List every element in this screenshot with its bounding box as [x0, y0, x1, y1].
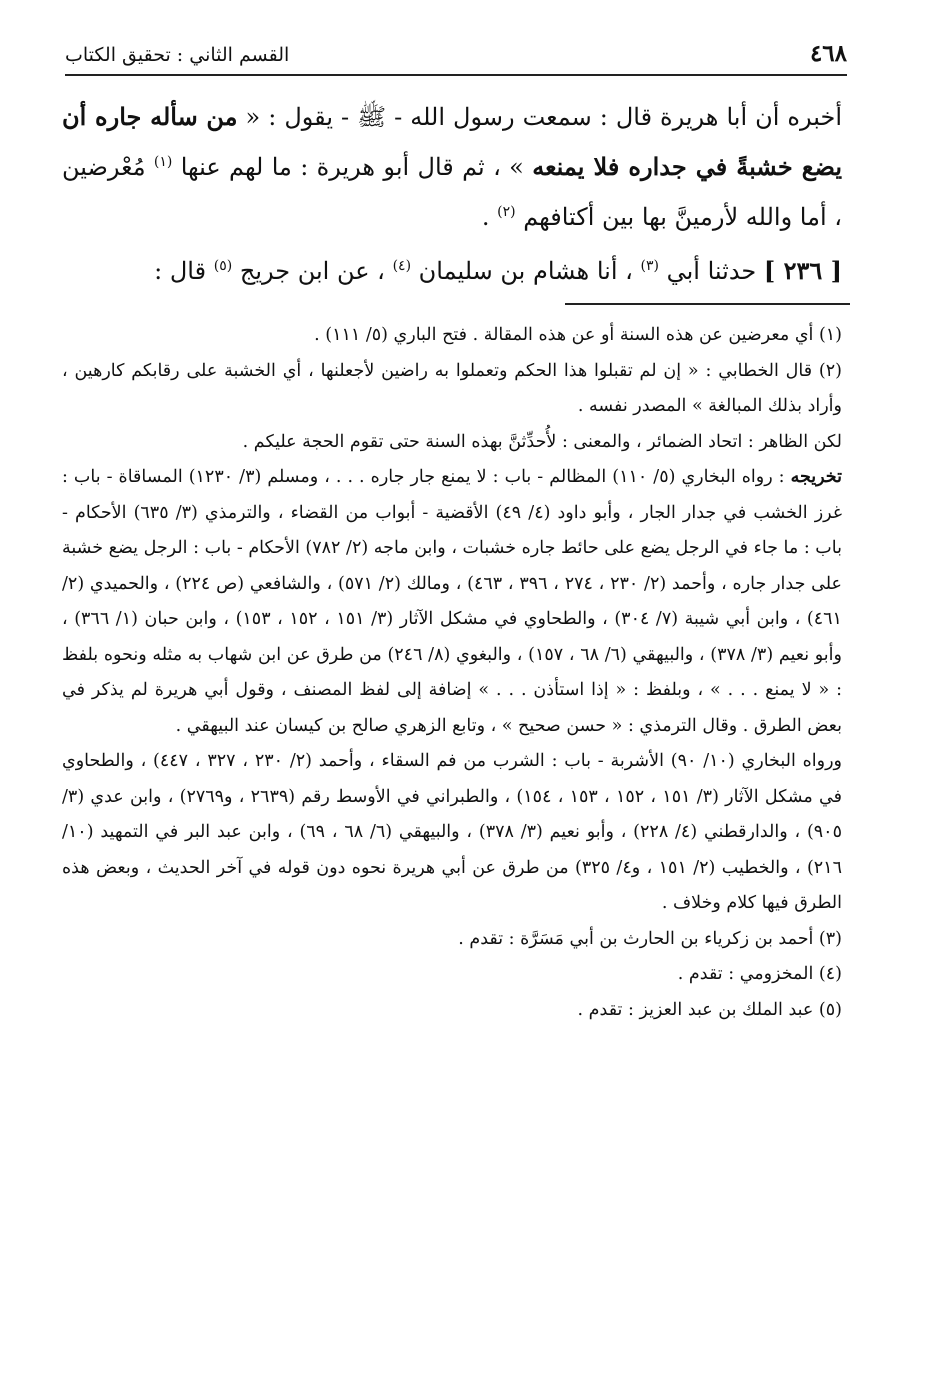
text-segment: مُعْرضين ، أما والله لأرمينَّ بها بين أكتافهم [62, 153, 842, 231]
text-segment: قال : [154, 257, 214, 285]
text-segment: ، عن ابن جريج [232, 257, 393, 285]
footnote-ref-3: (٣) [640, 258, 659, 274]
hadith-paragraph [62, 92, 842, 242]
text-segment: » ، ثم قال أبو هريرة : ما لهم عنها [172, 153, 533, 181]
footnote-separator [565, 303, 850, 305]
footnote-ref-1: (١) [153, 154, 173, 170]
footnote-2-takhrij [62, 460, 842, 744]
text-segment: حدثنا أبي [658, 257, 764, 285]
footnote-ref-2: (٢) [497, 204, 516, 220]
takhrij-text: : رواه البخاري (٥/ ١١٠) المظالم - باب : لا يمنع جار جاره . . . ، ومسلم (٣/ ١٢٣٠) المساقاة - باب : غرز الخشب في جدار الجار ، وأبو داود (٤/ ٤٩) الأقضية - أبواب من القضاء ، والترمذي (٣/ ٦٣٥) الأحكام - باب : ما جاء في الرجل يضع على حائط جاره خشبات ، وابن ماجه (٢/ ٧٨٢) الأحكام - باب : الرجل يضع خشبة على جدار جاره ، وأحمد (٢/ ٢٣٠ ، ٢٧٤ ، ٣٩٦ ، ٤٦٣) ، ومالك (٢/ ٥٧١) ، والشافعي (ص ٢٢٤) ، والحميدي (٢/ ٤٦١) ، وابن أبي شيبة (٧/ ٣٠٤) ، والطحاوي في مشكل الآثار (٣/ ١٥١ ، ١٥٢ ، ١٥٣) ، وابن حبان (١/ ٣٦٦) ، وأبو نعيم (٣/ ٣٧٨) ، والبيهقي (٦/ ٦٨ ، ١٥٧) ، والبغوي (٨/ ٢٤٦) من طرق عن ابن شهاب به مثله ونحوه بلفظ : « لا يمنع . . . » ، وبلفظ : « إذا استأذن . . . » إضافة إلى لفظ المصنف ، وقول أبي هريرة لم يذكر في بعض الطرق . وقال الترمذي : « حسن صحيح » ، وتابع الزهري صالح بن كيسان عند البيهقي . [62, 467, 842, 736]
footnote-4: (٤) المخزومي : تقدم . [677, 964, 842, 984]
footnote-1: (١) أي معرضين عن هذه السنة أو عن هذه المقالة . فتح الباري (٥/ ١١١) . [314, 325, 842, 345]
footnote-3: (٣) أحمد بن زكرياء بن الحارث بن أبي مَسَرَّة : تقدم . [458, 928, 842, 949]
text-segment: أخبره أن أبا هريرة قال : سمعت رسول الله - ﷺ - يقول : « [237, 103, 842, 131]
text-segment: ، أنا هشام بن سليمان [411, 257, 641, 285]
footnote-2: (٢) قال الخطابي : « إن لم تقبلوا هذا الحكم وتعملوا به راضين لأجعلنها ، أي الخشبة على رقابكم كارهين ، وأراد بذلك المبالغة » المصدر نفسه . [62, 360, 842, 416]
page-number: ٤٦٨ [809, 40, 847, 67]
main-text [62, 92, 842, 296]
footnote-5: (٥) عبد الملك بن عبد العزيز : تقدم . [577, 999, 842, 1020]
footnote-ref-4: (٤) [392, 258, 412, 274]
footnotes [62, 318, 842, 1028]
footnote-ref-5: (٥) [213, 258, 233, 274]
footnote-2-more: ورواه البخاري (١٠/ ٩٠) الأشربة - باب : الشرب من فم السقاء ، وأحمد (٢/ ٢٣٠ ، ٣٢٧ ، ٤٤٧) ، والطحاوي في مشكل الآثار (٣/ ١٥١ ، ١٥٢ ، ١٥٣ ، ١٥٤) ، والطبراني في الأوسط رقم (٢٦٣٩ ، و٢٧٦٩) ، وابن عدي (٣/ ٩٠٥) ، والدارقطني (٤/ ٢٢٨) ، وأبو نعيم (٣/ ٣٧٨) ، والبيهقي (٦/ ٦٨ ، ٦٩) ، وابن عبد البر في التمهيد (١٠/ ٢١٦) ، والخطيب (٢/ ١٥١ ، و٤/ ٣٢٥) من طرق عن أبي هريرة نحوه دون قوله في آخر الحديث ، وبعض هذه الطرق فيها كلام وخلاف . [62, 751, 843, 913]
takhrij-label: تخريجه [790, 467, 842, 487]
text-segment: . [481, 203, 498, 231]
hadith-paragraph [62, 246, 842, 296]
page-header [65, 38, 847, 76]
section-title: القسم الثاني : تحقيق الكتاب [65, 44, 290, 66]
footnote-2-note: لكن الظاهر : اتحاد الضمائر ، والمعنى : لأُحدِّثنَّ بهذه السنة حتى تقوم الحجة عليكم . [242, 431, 842, 452]
hadith-number: [ ٢٣٦ ] [763, 256, 842, 285]
hadith-quote: من سأله جاره أن يضع خشبةً في جداره فلا يمنعه [62, 102, 842, 181]
